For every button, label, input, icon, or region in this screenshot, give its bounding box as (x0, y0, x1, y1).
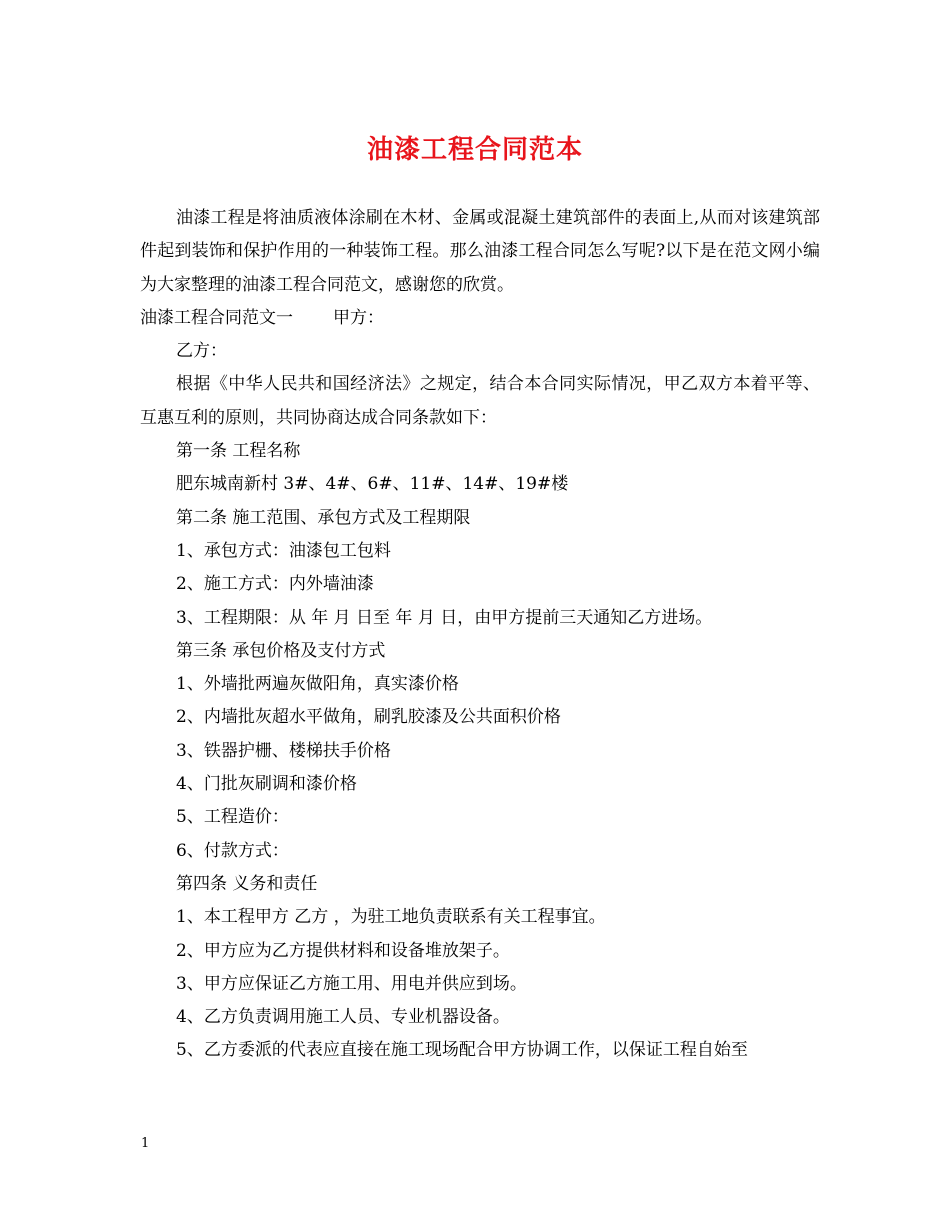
clause-line: 1、承包方式：油漆包工包料 (176, 540, 391, 561)
clause-line: 3、工程期限：从 年 月 日至 年 月 日，由甲方提前三天通知乙方进场。 (176, 607, 713, 628)
project-name-line: 肥东城南新村 3#、4#、6#、11#、14#、19#楼 (176, 474, 569, 495)
page-number: 1 (141, 1136, 150, 1151)
clause-line: 3、甲方应保证乙方施工用、用电并供应到场。 (176, 973, 527, 994)
clause-line: 1、本工程甲方 乙方 ，为驻工地负责联系有关工程事宜。 (176, 907, 606, 928)
clause-line: 5、乙方委派的代表应直接在施工现场配合甲方协调工作，以保证工程自始至 (176, 1040, 748, 1061)
clause-line: 2、内墙批灰超水平做角，刷乳胶漆及公共面积价格 (176, 707, 561, 728)
clause-line: 2、甲方应为乙方提供材料和设备堆放架子。 (176, 940, 510, 961)
article-1-heading: 第一条 工程名称 (176, 441, 301, 462)
article-4-heading: 第四条 义务和责任 (176, 873, 318, 894)
party-a-label: 甲方： (333, 307, 384, 328)
clause-line: 4、门批灰刷调和漆价格 (176, 774, 357, 795)
clause-line: 4、乙方负责调用施工人员、专业机器设备。 (176, 1007, 510, 1028)
intro-paragraph: 油漆工程是将油质液体涂刷在木材、金属或混凝土建筑部件的表面上,从而对该建筑部件起到装饰和保护作用的一种装饰工程。那么油漆工程合同怎么写呢?以下是在范文网小编为大家整理的油漆工程合同范文，感谢您的欣赏。 (140, 208, 820, 295)
sample-heading: 油漆工程合同范文一 (140, 307, 293, 328)
clause-line: 6、付款方式： (176, 840, 289, 861)
clause-line: 1、外墙批两遍灰做阳角，真实漆价格 (176, 674, 459, 695)
preamble-paragraph: 根据《中华人民共和国经济法》之规定，结合本合同实际情况，甲乙双方本着平等、互惠互利的原则，共同协商达成合同条款如下： (140, 374, 820, 428)
clause-line: 5、工程造价： (176, 807, 289, 828)
document-body (140, 202, 820, 1068)
article-2-heading: 第二条 施工范围、承包方式及工程期限 (176, 507, 471, 528)
clause-line: 3、铁器护栅、楼梯扶手价格 (176, 740, 391, 761)
article-3-heading: 第三条 承包价格及支付方式 (176, 640, 386, 661)
party-b-label: 乙方： (176, 341, 227, 362)
clause-line: 2、施工方式：内外墙油漆 (176, 574, 374, 595)
sample-heading-line (140, 302, 820, 335)
document-title: 油漆工程合同范本 (366, 135, 583, 165)
